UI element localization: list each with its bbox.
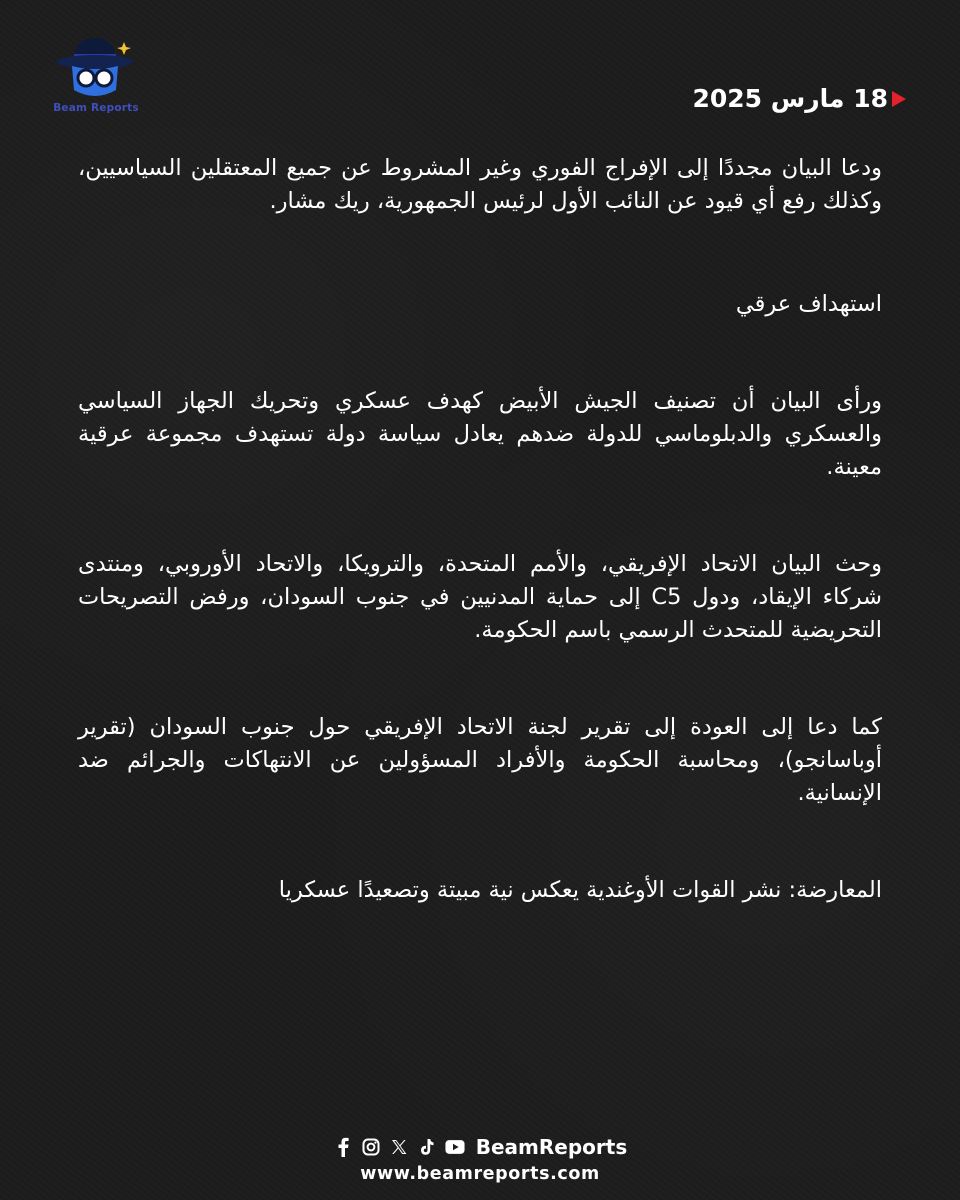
subheading-ethnic-targeting: استهداف عرقي (735, 291, 882, 317)
paragraph-3: وحث البيان الاتحاد الإفريقي، والأمم المتحدة، والترويكا، والاتحاد الأوروبي، ومنتدى شركاء الإيقاد، ودول C5 إلى حماية المدنيين في جنوب السودان، ورفض التصريحات التحريضية للمتحدث الرسمي باسم الحكومة. (78, 551, 882, 643)
paragraph-1: ودعا البيان مجددًا إلى الإفراج الفوري وغير المشروط عن جميع المعتقلين السياسيين، وكذلك رفع أي قيود عن النائب الأول لرئيس الجمهورية، ريك مشار. (78, 155, 882, 214)
date-label (692, 84, 906, 113)
paragraph-2: ورأى البيان أن تصنيف الجيش الأبيض كهدف عسكري وتحريك الجهاز السياسي والعسكري والدبلوماسي للدولة ضدهم يعادل سياسة دولة تستهدف مجموعة عرقية معينة. (78, 388, 882, 480)
instagram-icon[interactable] (361, 1137, 381, 1157)
logo-text: Beam Reports (53, 102, 139, 114)
brand-logo (36, 28, 156, 120)
date-marker-icon (892, 91, 906, 107)
date-text: 18 مارس 2025 (692, 84, 888, 113)
article-body (78, 152, 882, 907)
tiktok-icon[interactable] (417, 1137, 437, 1157)
x-icon[interactable] (389, 1137, 409, 1157)
youtube-icon[interactable] (445, 1137, 465, 1157)
detective-hat-glasses-icon (36, 28, 156, 104)
footer (0, 1134, 960, 1184)
website-link[interactable]: www.beamreports.com (360, 1164, 600, 1184)
headline-opposition: المعارضة: نشر القوات الأوغندية يعكس نية مبيتة وتصعيدًا عسكريا (278, 877, 882, 903)
facebook-icon[interactable] (333, 1137, 353, 1157)
brand-handle[interactable]: BeamReports (475, 1135, 628, 1159)
paragraph-4: كما دعا إلى العودة إلى تقرير لجنة الاتحاد الإفريقي حول جنوب السودان (تقرير أوباسانجو)، ومحاسبة الحكومة والأفراد المسؤولين عن الانتهاكات والجرائم ضد الإنسانية. (78, 714, 882, 806)
social-links (0, 1134, 960, 1160)
